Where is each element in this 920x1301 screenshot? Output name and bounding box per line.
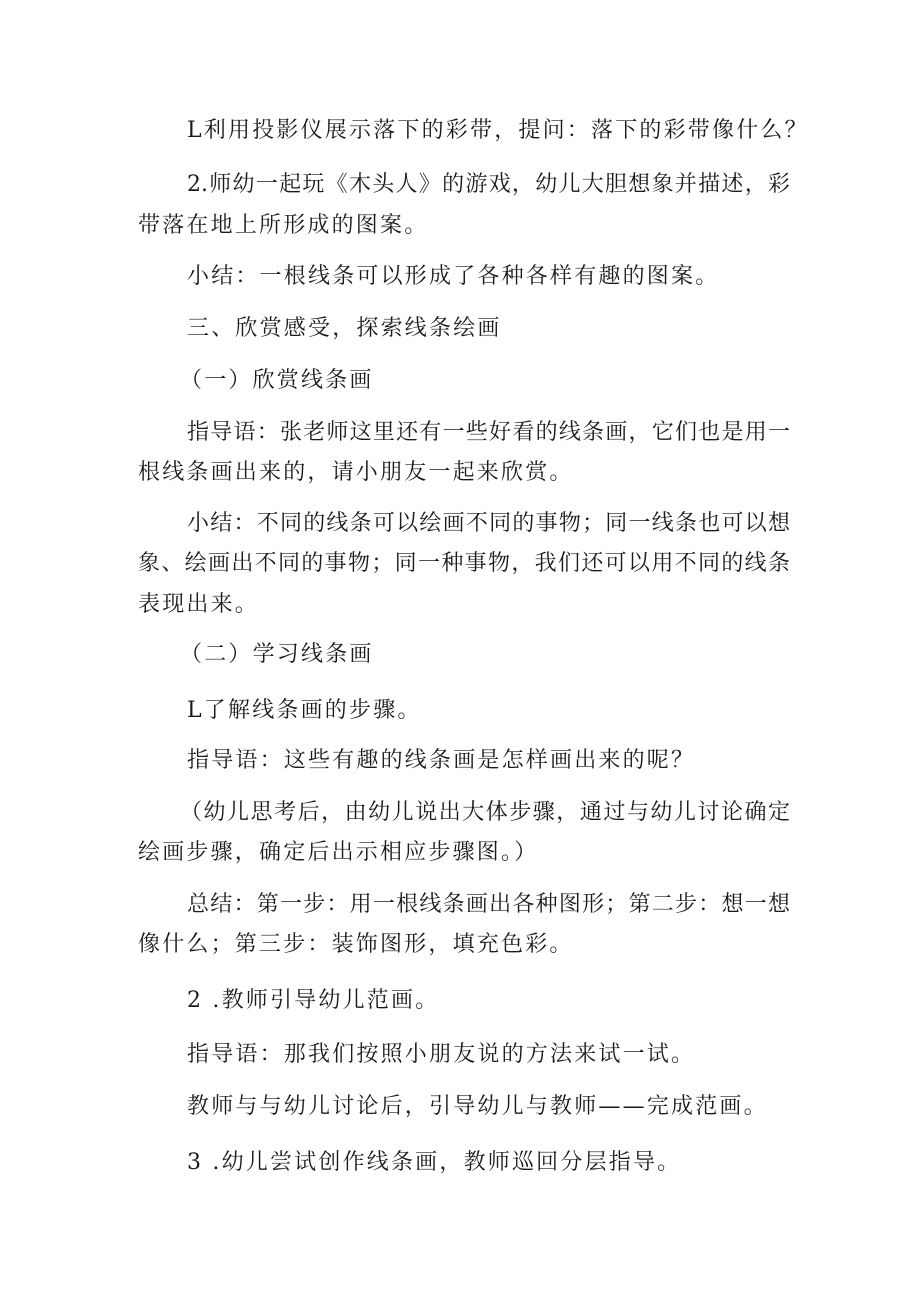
paragraph-line	[187, 511, 790, 537]
paragraph-line	[187, 892, 790, 918]
paragraph-line: 像什么；第三步：装饰图形，填充色彩。	[138, 932, 574, 957]
subsection-heading: （二）学习线条画	[180, 642, 374, 667]
step-heading: L了解线条画的步骤。	[187, 698, 422, 723]
paragraph-line-text: 指导语：张老师这里还有一些好看的线条画，它们也是用一	[187, 420, 790, 445]
paragraph-line: 指导语：那我们按照小朋友说的方法来试一试。	[187, 1042, 696, 1067]
step-heading: 3 .幼儿尝试创作线条画，教师巡回分层指导。	[187, 1150, 682, 1175]
paragraph-line: L利用投影仪展示落下的彩带，提问：落下的彩带像什么？	[187, 118, 809, 143]
section-heading: 三、欣赏感受，探索线条绘画	[187, 316, 502, 341]
paragraph-line	[138, 551, 790, 577]
paragraph-line	[187, 420, 790, 446]
step-heading: 2 .教师引导幼儿范画。	[187, 988, 440, 1013]
paragraph-line-text: （幼儿思考后，由幼儿说出大体步骤，通过与幼儿讨论确定	[180, 800, 790, 825]
paragraph-line: 指导语：这些有趣的线条画是怎样画出来的呢？	[187, 748, 696, 773]
paragraph-line: 根线条画出来的，请小朋友一起来欣赏。	[138, 460, 574, 485]
paragraph-line: 带落在地上所形成的图案。	[138, 213, 429, 238]
paragraph-line: 表现出来。	[138, 592, 260, 617]
paragraph-line-text: 小结：不同的线条可以绘画不同的事物；同一线条也可以想	[187, 511, 790, 536]
subsection-heading: （一）欣赏线条画	[180, 368, 374, 393]
paragraph-line-text: 总结：第一步：用一根线条画出各种图形；第二步：想一想	[187, 892, 790, 917]
summary-line: 小结：一根线条可以形成了各种各样有趣的图案。	[187, 264, 720, 289]
paragraph-line: 教师与与幼儿讨论后，引导幼儿与教师——完成范画。	[187, 1094, 768, 1119]
paragraph-line: 绘画步骤，确定后出示相应步骤图。）	[138, 840, 539, 865]
paragraph-line-text: 象、绘画出不同的事物；同一种事物，我们还可以用不同的线条	[138, 551, 790, 576]
paragraph-line	[187, 172, 790, 198]
paragraph-line	[180, 800, 790, 826]
paragraph-line-text: 2.师幼一起玩《木头人》的游戏，幼儿大胆想象并描述，彩	[187, 172, 790, 197]
